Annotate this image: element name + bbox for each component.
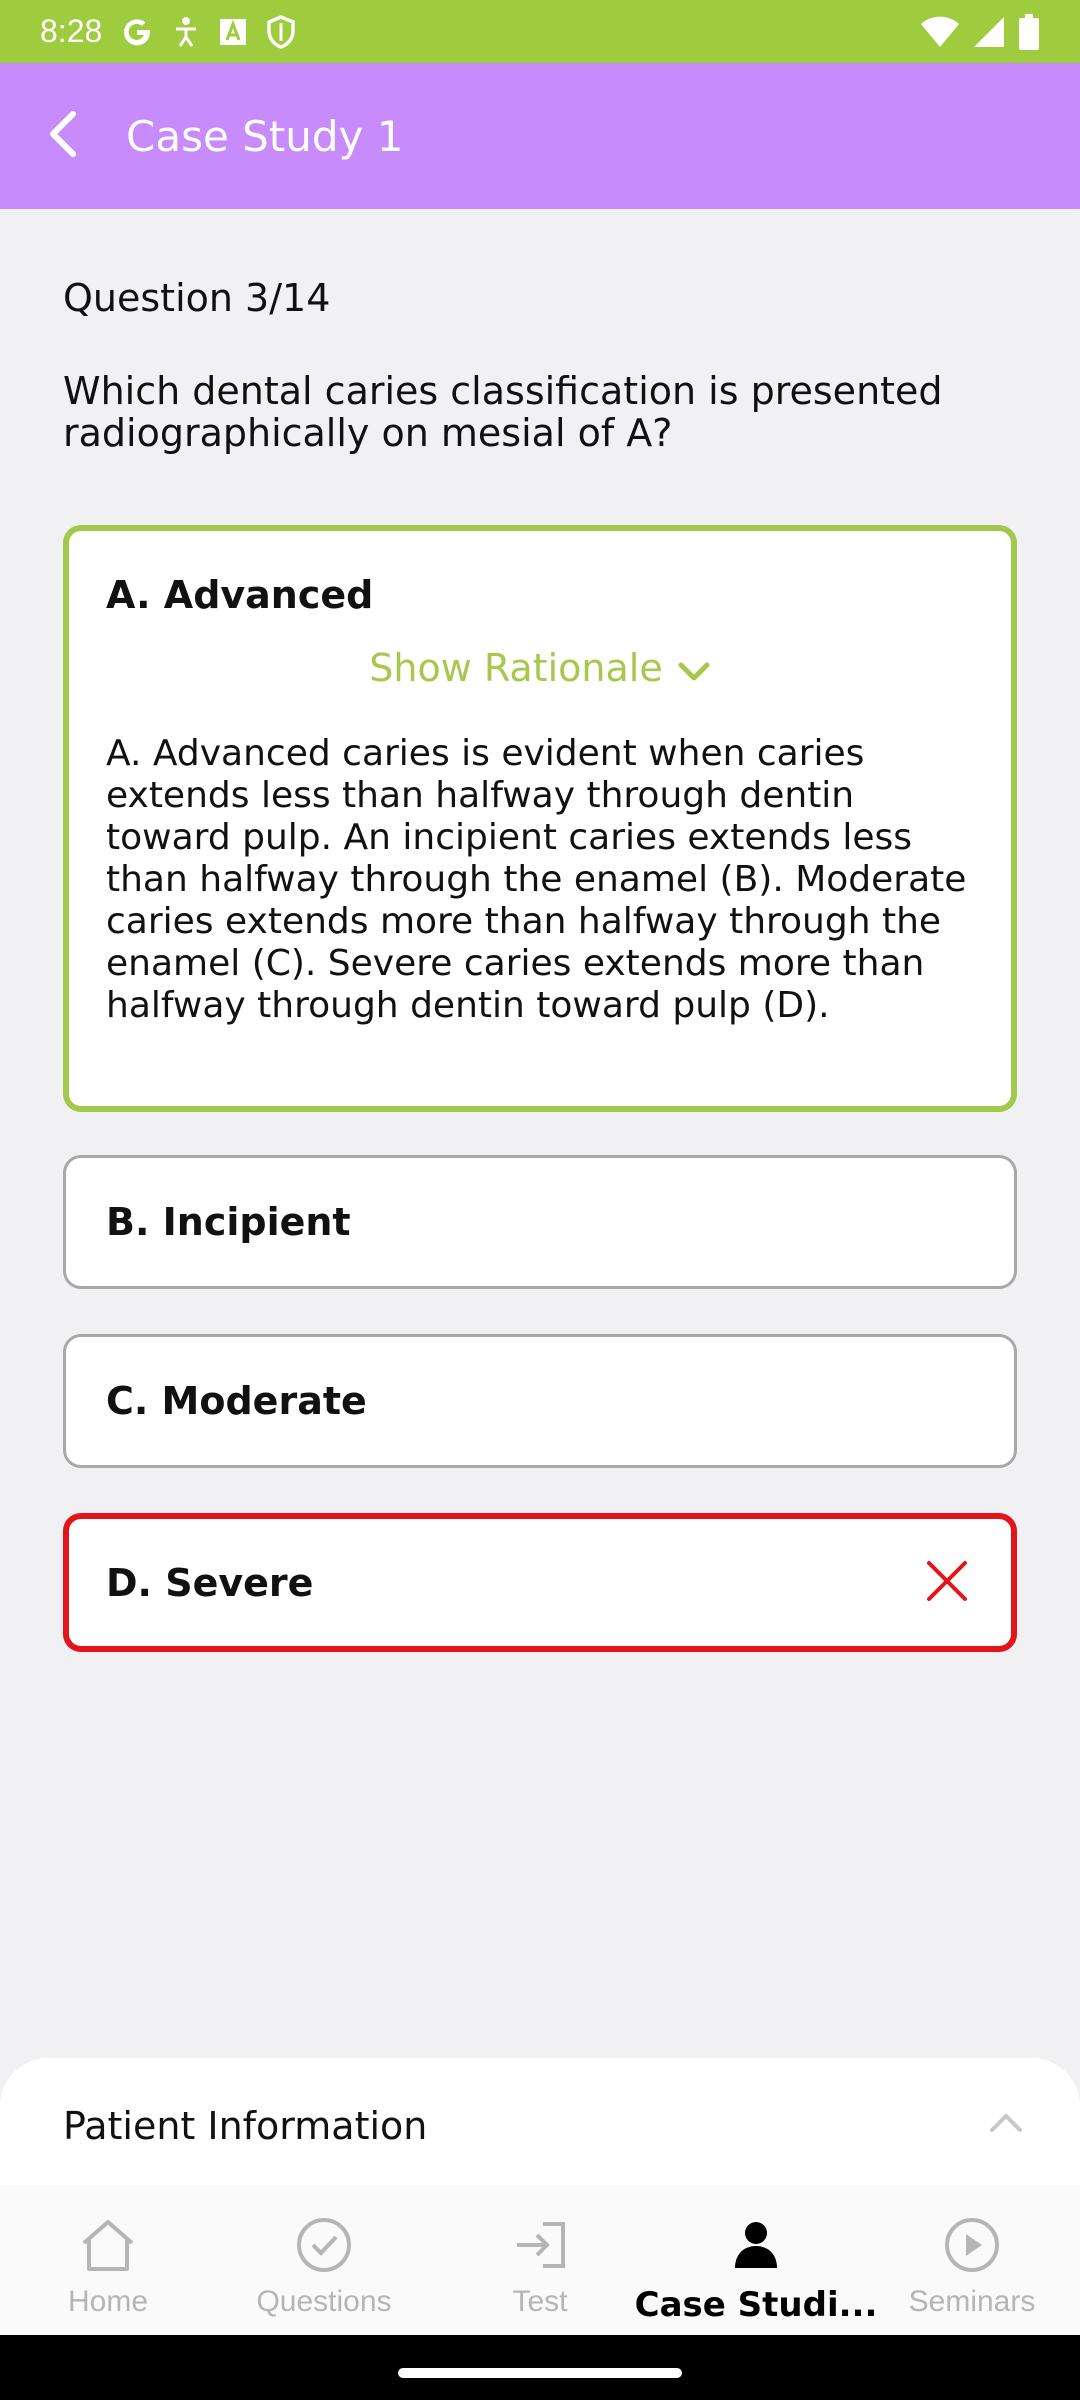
login-arrow-icon (508, 2213, 572, 2277)
person-icon (724, 2213, 788, 2277)
chevron-down-icon (677, 649, 711, 693)
question-counter: Question 3/14 (63, 276, 331, 320)
nav-item-test[interactable] (432, 2185, 648, 2335)
patient-info-sheet[interactable] (0, 2058, 1080, 2188)
answer-option-c[interactable] (63, 1334, 1017, 1468)
show-rationale-toggle[interactable] (69, 646, 1011, 693)
answer-option-d[interactable] (63, 1513, 1017, 1652)
status-icons-right (920, 14, 1040, 50)
status-time: 8:28 (40, 13, 103, 49)
nav-item-case-studies[interactable] (634, 2185, 878, 2335)
nav-label: Seminars (908, 2285, 1036, 2318)
page-title: Case Study 1 (126, 111, 404, 161)
chevron-up-icon[interactable] (988, 2110, 1024, 2138)
accessibility-icon (172, 15, 200, 49)
signal-icon (972, 15, 1006, 49)
app-bar (0, 63, 1080, 209)
show-rationale-label: Show Rationale (369, 646, 663, 690)
home-gesture-bar[interactable] (398, 2368, 682, 2378)
answer-option-b[interactable] (63, 1155, 1017, 1289)
nav-item-seminars[interactable] (864, 2185, 1080, 2335)
font-icon (218, 17, 248, 47)
close-icon (925, 1559, 969, 1607)
answer-option-label: B. Incipient (106, 1200, 351, 1244)
status-icons-left (120, 15, 296, 49)
patient-info-title: Patient Information (63, 2104, 428, 2148)
answer-option-a[interactable] (63, 525, 1017, 1112)
google-icon (120, 15, 154, 49)
bottom-nav (0, 2185, 1080, 2335)
shield-icon (266, 15, 296, 49)
nav-item-home[interactable] (0, 2185, 216, 2335)
answer-option-label: C. Moderate (106, 1379, 367, 1423)
answer-option-label: A. Advanced (106, 573, 374, 617)
home-icon (76, 2213, 140, 2277)
nav-label: Questions (256, 2285, 392, 2318)
nav-label: Home (67, 2285, 149, 2318)
play-circle-icon (940, 2213, 1004, 2277)
nav-label: Test (512, 2285, 568, 2318)
nav-label: Case Studi... (634, 2285, 878, 2325)
rationale-text: A. Advanced caries is evident when caries extends less than halfway through dentin toward pulp. An incipient caries extends less than halfway through the enamel (B). Moderate caries extends more than halfway through the enamel (C). Severe caries extends more than halfway through dentin toward pulp (D). (106, 733, 967, 1026)
arrow-back-icon (43, 108, 83, 164)
status-bar (0, 0, 1080, 63)
answer-option-label: D. Severe (106, 1561, 314, 1605)
wifi-icon (920, 16, 960, 48)
battery-icon (1018, 14, 1040, 50)
check-circle-icon (292, 2213, 356, 2277)
question-text: Which dental caries classification is presented radiographically on mesial of A? (63, 369, 943, 455)
back-button[interactable] (8, 63, 118, 209)
nav-item-questions[interactable] (216, 2185, 432, 2335)
system-nav-bar (0, 2335, 1080, 2400)
